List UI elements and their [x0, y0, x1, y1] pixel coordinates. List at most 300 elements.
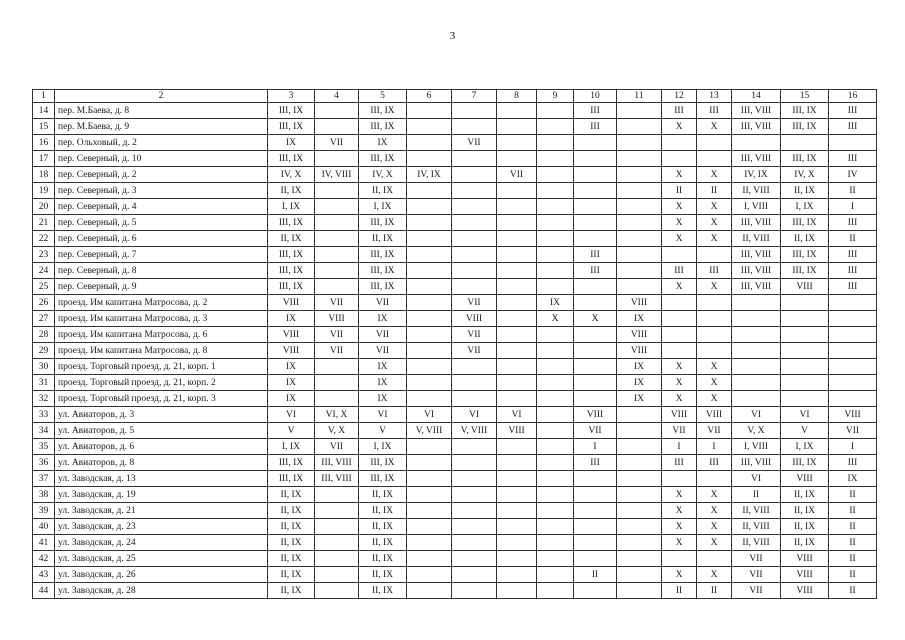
table-cell — [452, 535, 497, 551]
table-header — [33, 90, 877, 103]
table-cell: III — [829, 119, 877, 135]
table-cell — [537, 167, 574, 183]
table-cell — [315, 487, 359, 503]
table-cell — [617, 263, 662, 279]
table-cell: V — [781, 423, 829, 439]
table-cell — [452, 199, 497, 215]
address-cell: пер. Северный, д. 9 — [55, 279, 268, 295]
table-cell — [574, 183, 617, 199]
table-cell — [537, 151, 574, 167]
table-cell: II, IX — [359, 503, 407, 519]
table-cell: VII — [359, 343, 407, 359]
table-cell: VI — [497, 407, 537, 423]
table-row — [33, 487, 877, 503]
table-cell — [617, 423, 662, 439]
table-cell: II — [829, 231, 877, 247]
table-cell — [407, 215, 452, 231]
row-number-cell: 14 — [33, 103, 55, 119]
table-cell — [697, 343, 732, 359]
address-cell: пер. М.Баева, д. 8 — [55, 103, 268, 119]
table-cell — [537, 119, 574, 135]
table-cell — [315, 567, 359, 583]
table-cell: VII — [315, 343, 359, 359]
table-cell — [497, 263, 537, 279]
table-cell: III, IX — [268, 215, 315, 231]
row-number-cell: 15 — [33, 119, 55, 135]
table-cell: III, IX — [359, 247, 407, 263]
table-cell — [574, 471, 617, 487]
table-cell — [407, 583, 452, 599]
table-cell — [452, 455, 497, 471]
address-cell: ул. Заводская, д. 23 — [55, 519, 268, 535]
table-cell — [537, 551, 574, 567]
table-cell — [617, 167, 662, 183]
table-cell — [452, 503, 497, 519]
table-cell — [537, 199, 574, 215]
table-cell — [617, 247, 662, 263]
table-cell: VII — [359, 295, 407, 311]
table-row — [33, 503, 877, 519]
table-cell — [732, 311, 781, 327]
table-cell: X — [662, 487, 697, 503]
table-cell — [407, 199, 452, 215]
table-cell — [617, 199, 662, 215]
table-cell — [407, 263, 452, 279]
table-cell: I — [829, 199, 877, 215]
table-cell: VI — [452, 407, 497, 423]
table-cell: X — [662, 375, 697, 391]
table-cell — [537, 583, 574, 599]
table-cell: X — [662, 567, 697, 583]
table-row — [33, 439, 877, 455]
address-cell: пер. Северный, д. 6 — [55, 231, 268, 247]
table-cell: III, IX — [781, 215, 829, 231]
table-row — [33, 231, 877, 247]
column-header: 4 — [315, 90, 359, 103]
row-number-cell: 16 — [33, 135, 55, 151]
table-cell: VIII — [617, 343, 662, 359]
table-cell — [732, 391, 781, 407]
table-cell: X — [662, 503, 697, 519]
table-cell: III — [574, 455, 617, 471]
table-cell: II, IX — [781, 535, 829, 551]
table-row — [33, 151, 877, 167]
table-cell: X — [662, 519, 697, 535]
table-cell: III, VIII — [732, 215, 781, 231]
table-cell — [497, 135, 537, 151]
table-cell — [452, 215, 497, 231]
table-cell — [315, 375, 359, 391]
table-cell: II, VIII — [732, 183, 781, 199]
table-cell — [732, 295, 781, 311]
address-cell: ул. Заводская, д. 26 — [55, 567, 268, 583]
table-cell: III — [574, 119, 617, 135]
table-cell — [574, 295, 617, 311]
table-cell — [315, 183, 359, 199]
table-cell — [574, 135, 617, 151]
address-cell: проезд. Им капитана Матросова, д. 3 — [55, 311, 268, 327]
table-cell: X — [697, 167, 732, 183]
row-number-cell: 32 — [33, 391, 55, 407]
table-cell: II, IX — [268, 551, 315, 567]
table-cell: VIII — [452, 311, 497, 327]
table-cell — [497, 247, 537, 263]
table-cell: III — [574, 263, 617, 279]
table-cell: VII — [315, 135, 359, 151]
table-cell — [452, 151, 497, 167]
table-cell: II — [829, 503, 877, 519]
table-cell — [407, 455, 452, 471]
address-cell: ул. Авиаторов, д. 3 — [55, 407, 268, 423]
page-number: 3 — [449, 30, 456, 42]
table-cell: II, IX — [268, 535, 315, 551]
table-cell — [537, 407, 574, 423]
address-cell: ул. Заводская, д. 28 — [55, 583, 268, 599]
table-cell: III, IX — [359, 151, 407, 167]
table-cell: IV, VIII — [315, 167, 359, 183]
table-cell — [497, 199, 537, 215]
table-cell — [697, 247, 732, 263]
table-row — [33, 583, 877, 599]
table-cell — [497, 519, 537, 535]
table-cell: VIII — [268, 295, 315, 311]
table-cell — [617, 151, 662, 167]
table-cell — [574, 519, 617, 535]
table-cell — [407, 327, 452, 343]
table-cell — [407, 247, 452, 263]
table-cell — [315, 503, 359, 519]
table-cell — [452, 551, 497, 567]
row-number-cell: 43 — [33, 567, 55, 583]
table-cell: IX — [829, 471, 877, 487]
table-cell — [407, 343, 452, 359]
table-row — [33, 423, 877, 439]
table-cell — [781, 359, 829, 375]
table-cell — [697, 135, 732, 151]
table-cell — [407, 391, 452, 407]
table-cell — [407, 151, 452, 167]
column-header: 14 — [732, 90, 781, 103]
row-number-cell: 28 — [33, 327, 55, 343]
table-cell: II, VIII — [732, 231, 781, 247]
table-cell — [617, 183, 662, 199]
table-cell: IX — [268, 359, 315, 375]
table-cell: X — [697, 231, 732, 247]
table-row — [33, 391, 877, 407]
table-cell: II — [829, 551, 877, 567]
table-cell: X — [662, 391, 697, 407]
table-cell — [497, 567, 537, 583]
table-cell — [617, 519, 662, 535]
table-row — [33, 375, 877, 391]
table-cell: III — [829, 151, 877, 167]
table-cell — [407, 471, 452, 487]
table-cell: III, VIII — [315, 455, 359, 471]
column-header: 11 — [617, 90, 662, 103]
table-cell — [617, 503, 662, 519]
table-cell — [781, 135, 829, 151]
table-cell: I, IX — [268, 439, 315, 455]
table-cell: II, IX — [359, 567, 407, 583]
column-header: 15 — [781, 90, 829, 103]
table-cell: V — [359, 423, 407, 439]
table-cell — [537, 487, 574, 503]
table-cell — [407, 375, 452, 391]
table-cell: III, IX — [268, 455, 315, 471]
table-cell — [662, 295, 697, 311]
table-cell: IX — [268, 391, 315, 407]
table-row — [33, 407, 877, 423]
table-cell — [537, 135, 574, 151]
table-cell — [574, 487, 617, 503]
table-cell: IX — [359, 359, 407, 375]
table-cell: X — [697, 375, 732, 391]
table-row — [33, 119, 877, 135]
row-number-cell: 44 — [33, 583, 55, 599]
row-number-cell: 30 — [33, 359, 55, 375]
table-cell — [497, 471, 537, 487]
table-cell — [574, 343, 617, 359]
column-header: 9 — [537, 90, 574, 103]
row-number-cell: 35 — [33, 439, 55, 455]
address-cell: пер. Северный, д. 7 — [55, 247, 268, 263]
table-cell — [662, 247, 697, 263]
table-cell: II, IX — [268, 487, 315, 503]
table-cell — [617, 567, 662, 583]
table-cell — [315, 215, 359, 231]
table-row — [33, 103, 877, 119]
table-cell: II, IX — [359, 551, 407, 567]
address-cell: проезд. Торговый проезд, д. 21, корп. 1 — [55, 359, 268, 375]
table-cell — [407, 103, 452, 119]
table-cell: I, IX — [781, 199, 829, 215]
table-cell: II, IX — [268, 183, 315, 199]
table-cell: X — [697, 391, 732, 407]
table-cell: III, IX — [781, 263, 829, 279]
column-header: 7 — [452, 90, 497, 103]
row-number-cell: 27 — [33, 311, 55, 327]
table-cell — [537, 455, 574, 471]
row-number-cell: 17 — [33, 151, 55, 167]
table-cell: V — [268, 423, 315, 439]
table-cell — [497, 231, 537, 247]
row-number-cell: 25 — [33, 279, 55, 295]
table-cell: VIII — [781, 471, 829, 487]
table-cell — [537, 503, 574, 519]
table-cell: II — [829, 567, 877, 583]
table-cell: III, IX — [268, 247, 315, 263]
table-cell: VII — [452, 327, 497, 343]
table-row — [33, 567, 877, 583]
table-cell — [574, 151, 617, 167]
table-cell: IV, X — [359, 167, 407, 183]
table-cell — [829, 343, 877, 359]
address-cell: ул. Заводская, д. 19 — [55, 487, 268, 503]
column-header: 6 — [407, 90, 452, 103]
table-cell — [574, 167, 617, 183]
address-cell: пер. М.Баева, д. 9 — [55, 119, 268, 135]
table-cell — [537, 183, 574, 199]
table-cell: V, X — [315, 423, 359, 439]
table-cell — [732, 343, 781, 359]
table-cell — [537, 247, 574, 263]
table-cell: VII — [732, 551, 781, 567]
column-header: 12 — [662, 90, 697, 103]
table-row — [33, 279, 877, 295]
table-cell: II, IX — [359, 519, 407, 535]
address-cell: пер. Северный, д. 3 — [55, 183, 268, 199]
table-cell: I — [574, 439, 617, 455]
address-cell: ул. Заводская, д. 24 — [55, 535, 268, 551]
table-cell: III, IX — [268, 151, 315, 167]
table-cell — [537, 263, 574, 279]
table-cell — [829, 375, 877, 391]
table-cell: III, IX — [268, 471, 315, 487]
table-cell — [452, 391, 497, 407]
table-cell — [697, 551, 732, 567]
column-header: 16 — [829, 90, 877, 103]
table-cell: X — [662, 119, 697, 135]
table-cell: I — [697, 439, 732, 455]
table-cell — [407, 119, 452, 135]
table-cell — [574, 535, 617, 551]
table-cell — [829, 327, 877, 343]
table-cell — [781, 375, 829, 391]
row-number-cell: 20 — [33, 199, 55, 215]
table-cell: IV, X — [268, 167, 315, 183]
table-cell: III, VIII — [732, 119, 781, 135]
table-cell: IX — [617, 359, 662, 375]
table-cell: IV, IX — [732, 167, 781, 183]
table-cell: II — [574, 567, 617, 583]
table-cell: X — [662, 215, 697, 231]
table-cell — [829, 311, 877, 327]
address-cell: пер. Ольховый, д. 2 — [55, 135, 268, 151]
table-cell: II, IX — [781, 183, 829, 199]
table-cell — [781, 295, 829, 311]
table-cell — [537, 343, 574, 359]
table-cell: II, IX — [268, 503, 315, 519]
table-cell — [617, 487, 662, 503]
table-cell — [315, 263, 359, 279]
table-cell — [697, 327, 732, 343]
table-cell: IX — [359, 375, 407, 391]
table-cell: III, VIII — [732, 151, 781, 167]
table-cell — [407, 519, 452, 535]
table-cell — [617, 279, 662, 295]
table-cell — [697, 295, 732, 311]
address-cell: ул. Авиаторов, д. 5 — [55, 423, 268, 439]
table-cell: IV, IX — [407, 167, 452, 183]
table-row — [33, 215, 877, 231]
table-cell: II — [829, 583, 877, 599]
table-cell: VII — [662, 423, 697, 439]
table-cell: VIII — [662, 407, 697, 423]
table-cell — [452, 167, 497, 183]
table-cell — [497, 455, 537, 471]
table-cell — [407, 359, 452, 375]
table-cell: III, IX — [781, 151, 829, 167]
table-cell — [537, 231, 574, 247]
row-number-cell: 40 — [33, 519, 55, 535]
table-cell — [829, 391, 877, 407]
table-cell — [407, 279, 452, 295]
row-number-cell: 38 — [33, 487, 55, 503]
table-cell — [497, 439, 537, 455]
table-cell — [452, 471, 497, 487]
table-cell — [829, 135, 877, 151]
table-cell: VII — [829, 423, 877, 439]
table-cell — [732, 359, 781, 375]
address-cell: ул. Авиаторов, д. 6 — [55, 439, 268, 455]
table-cell: III — [829, 263, 877, 279]
table-cell: X — [697, 279, 732, 295]
table-cell: III — [829, 455, 877, 471]
column-header: 3 — [268, 90, 315, 103]
table-cell: VIII — [315, 311, 359, 327]
table-cell: I, IX — [781, 439, 829, 455]
table-cell — [662, 135, 697, 151]
table-cell — [407, 551, 452, 567]
table-cell: II — [829, 487, 877, 503]
table-cell: VII — [574, 423, 617, 439]
table-cell — [315, 519, 359, 535]
schedule-table — [32, 89, 877, 599]
table-cell: IX — [617, 391, 662, 407]
table-cell: II — [829, 535, 877, 551]
table-cell — [732, 327, 781, 343]
address-cell: ул. Заводская, д. 21 — [55, 503, 268, 519]
table-cell — [697, 151, 732, 167]
table-cell: V, VIII — [407, 423, 452, 439]
table-cell: III, IX — [268, 263, 315, 279]
table-row — [33, 199, 877, 215]
table-cell: III — [829, 215, 877, 231]
table-cell: IV, X — [781, 167, 829, 183]
table-cell — [574, 215, 617, 231]
table-cell — [452, 119, 497, 135]
table-cell — [537, 215, 574, 231]
row-number-cell: 33 — [33, 407, 55, 423]
table-cell — [497, 583, 537, 599]
address-cell: проезд. Торговый проезд, д. 21, корп. 3 — [55, 391, 268, 407]
table-cell — [315, 391, 359, 407]
column-header: 1 — [33, 90, 55, 103]
table-cell: X — [662, 359, 697, 375]
table-cell: III — [829, 247, 877, 263]
table-cell — [617, 535, 662, 551]
table-cell: VIII — [829, 407, 877, 423]
table-cell: X — [697, 119, 732, 135]
table-cell: II, IX — [268, 231, 315, 247]
table-cell — [407, 487, 452, 503]
table-cell: III, IX — [359, 455, 407, 471]
table-cell — [732, 135, 781, 151]
table-cell: III — [574, 103, 617, 119]
table-cell: IX — [617, 311, 662, 327]
table-body — [33, 103, 877, 599]
table-cell — [574, 503, 617, 519]
table-cell — [315, 247, 359, 263]
table-cell — [617, 231, 662, 247]
table-cell — [407, 295, 452, 311]
table-cell: IX — [359, 391, 407, 407]
table-cell — [315, 279, 359, 295]
table-cell — [574, 375, 617, 391]
table-row — [33, 455, 877, 471]
table-cell: III, IX — [268, 103, 315, 119]
address-cell: проезд. Торговый проезд, д. 21, корп. 2 — [55, 375, 268, 391]
